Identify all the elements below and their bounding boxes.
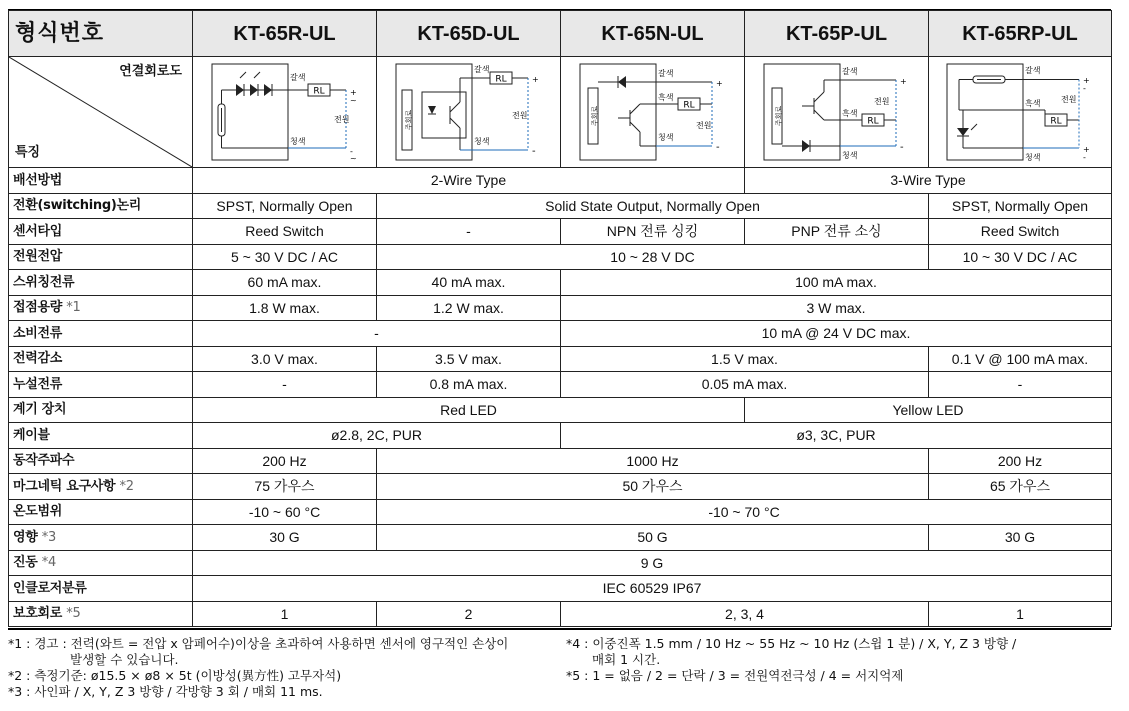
- plus-label: +: [1083, 76, 1090, 85]
- cell: 1: [929, 601, 1112, 627]
- cell: 2, 3, 4: [561, 601, 929, 627]
- row-label-text: 영향: [13, 529, 38, 545]
- footnote-marker: *5: [66, 606, 81, 622]
- row-temperature-range: [9, 499, 1112, 525]
- cell: PNP 전류 소싱: [745, 219, 929, 245]
- row-label-text: 마그네틱 요구사항: [13, 478, 116, 494]
- power-label: 전원: [333, 115, 349, 124]
- row-supply-voltage: [9, 244, 1112, 270]
- connection-diagram-label: 연결회로도: [119, 64, 182, 79]
- row-label: 전원전압: [9, 244, 193, 270]
- relay-load-label: RL: [494, 74, 507, 85]
- cell: 2: [377, 601, 561, 627]
- model-kt-65rp-ul: KT-65RP-UL: [929, 11, 1112, 57]
- cell: -: [193, 321, 561, 347]
- row-cable: [9, 423, 1112, 449]
- row-label: 계기 장치: [9, 397, 193, 423]
- cell: -: [377, 219, 561, 245]
- minus-label-2: -: [1083, 153, 1086, 162]
- cell: 1.5 V max.: [561, 346, 929, 372]
- brown-wire-label: 갈색: [289, 73, 305, 82]
- row-indicator: [9, 397, 1112, 423]
- cell: Red LED: [193, 397, 745, 423]
- spec-table: [8, 10, 1112, 627]
- relay-load-label: RL: [1050, 116, 1062, 127]
- row-label: 스위칭전류: [9, 270, 193, 296]
- cell: 0.1 V @ 100 mA max.: [929, 346, 1112, 372]
- npn-circuit-diagram: [578, 62, 728, 162]
- cell: 65 가우스: [929, 474, 1112, 500]
- cell: Reed Switch: [193, 219, 377, 245]
- minus-label: -: [1083, 84, 1086, 93]
- footnote-1: *1 : 경고 : 전력(와트 = 전압 x 암페어수)이상을 초과하여 사용하면 센서에 영구적인 손상이: [8, 636, 509, 651]
- cell: IEC 60529 IP67: [193, 576, 1112, 602]
- row-label: [9, 525, 193, 551]
- brown-wire-label: 갈색: [1025, 66, 1041, 75]
- row-sensor-type: [9, 219, 1112, 245]
- cell: 1.8 W max.: [193, 295, 377, 321]
- row-enclosure-rating: [9, 576, 1112, 602]
- cell: Yellow LED: [745, 397, 1112, 423]
- cell: 10 mA @ 24 V DC max.: [561, 321, 1112, 347]
- cell: 9 G: [193, 550, 1112, 576]
- blue-wire-label: 청색: [1025, 153, 1041, 162]
- cell: 60 mA max.: [193, 270, 377, 296]
- bottom-rule: [8, 628, 1111, 630]
- black-wire-label: 흑색: [1025, 99, 1041, 108]
- cell: 200 Hz: [929, 448, 1112, 474]
- reed-switch-3wire-circuit-diagram: [945, 62, 1095, 162]
- cell: 0.05 mA max.: [561, 372, 929, 398]
- plus-label-2: +: [1083, 145, 1090, 154]
- model-kt-65n-ul: KT-65N-UL: [561, 11, 745, 57]
- cell: 10 ~ 28 V DC: [377, 244, 929, 270]
- model-kt-65r-ul: KT-65R-UL: [193, 11, 377, 57]
- footnote-4-cont: 매회 1 시간.: [592, 652, 661, 667]
- plus-label: +: [349, 88, 357, 97]
- brown-wire-label: 갈색: [657, 69, 673, 78]
- cell: ø3, 3C, PUR: [561, 423, 1112, 449]
- plus-label: +: [531, 75, 539, 84]
- row-operating-frequency: [9, 448, 1112, 474]
- cell: 50 가우스: [377, 474, 929, 500]
- power-label: 전원: [511, 111, 527, 120]
- row-label: 소비전류: [9, 321, 193, 347]
- pnp-circuit-diagram: [762, 62, 912, 162]
- cell: Reed Switch: [929, 219, 1112, 245]
- black-wire-label: 흑색: [841, 109, 857, 118]
- row-magnetic-requirement: [9, 474, 1112, 500]
- cell: 5 ~ 30 V DC / AC: [193, 244, 377, 270]
- cell: 10 ~ 30 V DC / AC: [929, 244, 1112, 270]
- cell: SPST, Normally Open: [193, 193, 377, 219]
- model-kt-65d-ul: KT-65D-UL: [377, 11, 561, 57]
- brown-wire-label: 갈색: [841, 67, 857, 76]
- blue-wire-label: 청색: [289, 137, 305, 146]
- reed-switch-circuit-diagram: [210, 62, 360, 162]
- row-label: [9, 601, 193, 627]
- blue-wire-label: 청색: [657, 133, 673, 142]
- cell: 1.2 W max.: [377, 295, 561, 321]
- row-shock: [9, 525, 1112, 551]
- cell: ø2.8, 2C, PUR: [193, 423, 561, 449]
- row-label: [9, 550, 193, 576]
- row-leakage-current: [9, 372, 1112, 398]
- cell: 3.0 V max.: [193, 346, 377, 372]
- relay-load-label: RL: [866, 116, 879, 127]
- cell: 30 G: [193, 525, 377, 551]
- tilde-label: ~: [349, 96, 357, 105]
- minus-label: -: [899, 142, 904, 153]
- row-wiring-method: [9, 168, 1112, 194]
- row-label-text: 접점용량: [13, 300, 63, 316]
- power-label: 전원: [695, 121, 711, 130]
- row-label: [9, 474, 193, 500]
- cell: Solid State Output, Normally Open: [377, 193, 929, 219]
- diagram-kt-65r-ul: [193, 57, 377, 168]
- row-current-consumption: [9, 321, 1112, 347]
- cell: 0.8 mA max.: [377, 372, 561, 398]
- blue-wire-label: 청색: [841, 151, 857, 160]
- diagram-kt-65d-ul: [377, 57, 561, 168]
- minus-label: -: [715, 142, 720, 153]
- diagram-kt-65n-ul: [561, 57, 745, 168]
- footnote-5: *5 : 1 = 없음 / 2 = 단락 / 3 = 전원역전극성 / 4 = 서지억제: [566, 668, 904, 683]
- cell: 2-Wire Type: [193, 168, 745, 194]
- minus-label: -: [349, 147, 353, 156]
- cell: 3.5 V max.: [377, 346, 561, 372]
- row-label: 온도범위: [9, 499, 193, 525]
- model-kt-65p-ul: KT-65P-UL: [745, 11, 929, 57]
- row-label: 누설전류: [9, 372, 193, 398]
- footnotes-left: [8, 636, 568, 700]
- row-label: 인클로저분류: [9, 576, 193, 602]
- diagram-label-cell: [9, 57, 193, 168]
- row-label: 전환(switching)논리: [9, 193, 193, 219]
- row-label-text: 보호회로: [13, 606, 63, 622]
- cell: 3 W max.: [561, 295, 1112, 321]
- row-label: 전력감소: [9, 346, 193, 372]
- relay-load-label: RL: [682, 100, 695, 111]
- cell: -: [929, 372, 1112, 398]
- footnotes-right: [566, 636, 1126, 684]
- blue-wire-label: 청색: [473, 137, 489, 146]
- model-number-header: 형식번호: [9, 11, 193, 57]
- main-circuit-label: 주회로: [774, 105, 783, 127]
- row-switching-logic: [9, 193, 1112, 219]
- row-label-text: 진동: [13, 555, 38, 571]
- cell: 200 Hz: [193, 448, 377, 474]
- plus-label: +: [899, 77, 907, 86]
- plus-label: +: [715, 79, 723, 88]
- features-label: 특징: [15, 145, 41, 160]
- cell: -: [193, 372, 377, 398]
- brown-wire-label: 갈색: [473, 65, 489, 74]
- cell: -10 ~ 60 °C: [193, 499, 377, 525]
- row-contact-rating: [9, 295, 1112, 321]
- footnote-2: *2 : 측정기준: ø15.5 × ø8 × 5t (이방성(異方性) 고무자석): [8, 668, 342, 683]
- header-row: [9, 11, 1112, 57]
- relay-load-label: RL: [312, 86, 325, 97]
- footnote-marker: *2: [119, 478, 134, 494]
- row-switching-current: [9, 270, 1112, 296]
- cell: 1: [193, 601, 377, 627]
- footnote-1-cont: 발생할 수 있습니다.: [70, 652, 179, 667]
- row-label: 센서타입: [9, 219, 193, 245]
- footnote-marker: *4: [41, 555, 56, 571]
- cell: SPST, Normally Open: [929, 193, 1112, 219]
- cell: -10 ~ 70 °C: [377, 499, 1112, 525]
- row-vibration: [9, 550, 1112, 576]
- row-label: 동작주파수: [9, 448, 193, 474]
- main-circuit-label: 주회로: [590, 105, 599, 127]
- cell: 30 G: [929, 525, 1112, 551]
- cell: 40 mA max.: [377, 270, 561, 296]
- tilde-label-2: ~: [349, 154, 357, 162]
- footnote-marker: *3: [41, 529, 56, 545]
- row-label: [9, 295, 193, 321]
- main-circuit-label: 주회로: [404, 109, 413, 131]
- diagram-kt-65p-ul: [745, 57, 929, 168]
- minus-label: -: [531, 146, 536, 157]
- cell: 75 가우스: [193, 474, 377, 500]
- footnote-4: *4 : 이중진폭 1.5 mm / 10 Hz ~ 55 Hz ~ 10 Hz (스윕 1 분) / X, Y, Z 3 방향 /: [566, 636, 1017, 651]
- power-label: 전원: [1061, 95, 1077, 104]
- footnote-3: *3 : 사인파 / X, Y, Z 3 방향 / 각방향 3 회 / 매회 11 ms.: [8, 684, 323, 699]
- row-protection-circuit: [9, 601, 1112, 627]
- cell: 1000 Hz: [377, 448, 929, 474]
- diagram-kt-65rp-ul: [929, 57, 1112, 168]
- row-label: 케이블: [9, 423, 193, 449]
- black-wire-label: 흑색: [657, 93, 673, 102]
- cell: NPN 전류 싱킹: [561, 219, 745, 245]
- footnote-marker: *1: [66, 300, 81, 316]
- row-label: 배선방법: [9, 168, 193, 194]
- cell: 50 G: [377, 525, 929, 551]
- row-voltage-drop: [9, 346, 1112, 372]
- power-label: 전원: [873, 97, 889, 106]
- optocoupler-circuit-diagram: [394, 62, 544, 162]
- cell: 3-Wire Type: [745, 168, 1112, 194]
- cell: 100 mA max.: [561, 270, 1112, 296]
- circuit-diagram-row: [9, 57, 1112, 168]
